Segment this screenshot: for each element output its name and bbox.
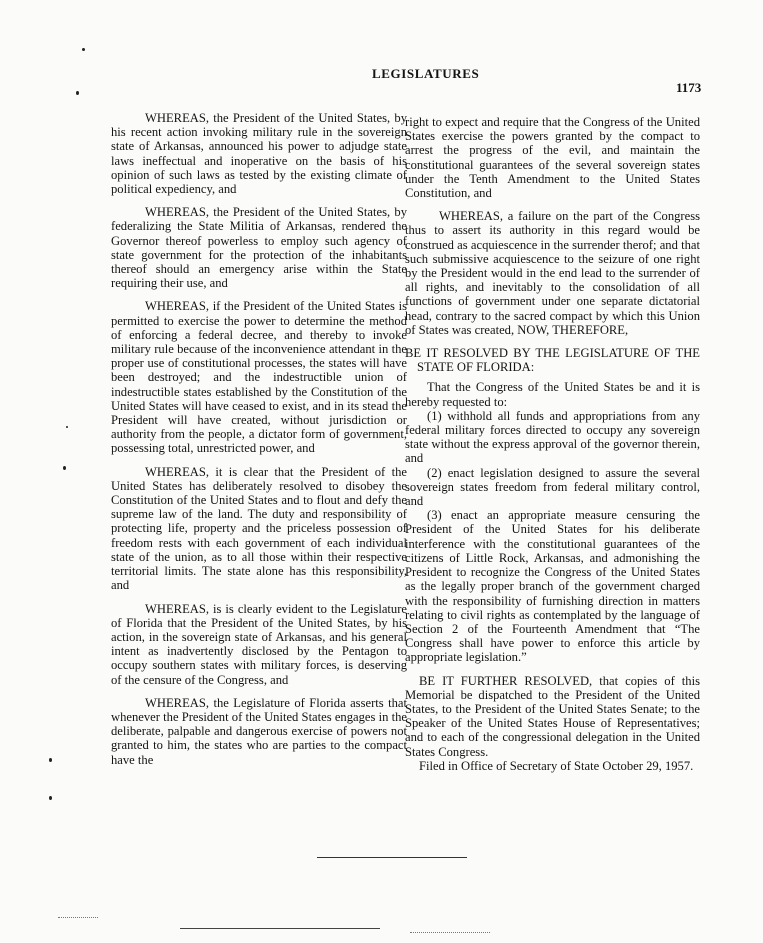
resolution-item: (3) enact an appropriate measure censuring the President of the United States for his deliberate interference with the constitutional guarantees of the citizens of Little Rock, Arkansas, and admonishing the President to recognize the Congress of the United States as the legally proper branch of the government charged with the responsibility of furnishing direction in matters relating to civil rights as contemplated by the language of Section 2 of the Fourteenth Amendment that “The Congress shall have power to enforce this article by appropriate legislation.” (405, 508, 700, 665)
whereas-paragraph: WHEREAS, is is clearly evident to the Legislature of Florida that the President of the United States, by his action, in the sovereign state of Arkansas, and his general intent as inadvertently disclosed by the Pentagon to occupy southern states with military forces, is deserving of the censure of the Congress, and (111, 601, 407, 687)
scan-speck (49, 758, 52, 762)
scan-artifact-line (180, 928, 380, 929)
whereas-paragraph: WHEREAS, a failure on the part of the Congress thus to assert its authority in this regard would be construed as acquiescence in the surrender therof; and that such submissive acquiescence to the seizure of one right by the President would in the end lead to the surrender of all rights, and inevitably to the consolidation of all functions of government under one separate dictatorial head, contrary to the sacred compact by which this Union of States was created, NOW, THEREFORE, (405, 209, 700, 337)
whereas-paragraph: WHEREAS, the President of the United States, by his recent action invoking military rule in the sovereign state of Arkansas, announced his power to adjudge state laws ineffectual and inoperative on the basis of his opinion of such laws as tested by the existing climate of political expediency, and (111, 111, 407, 197)
scan-speck (63, 466, 66, 470)
page-number: 1173 (676, 80, 702, 95)
left-column (111, 111, 407, 776)
right-column (405, 115, 700, 773)
scan-speck (66, 426, 68, 428)
further-resolved-paragraph: BE IT FURTHER RESOLVED, that copies of this Memorial be dispatched to the President of the United States, to the President of the United States Senate; to the Speaker of the United States House of Representatives; and to each of the congressional delegation in the United States Congress. (405, 673, 700, 759)
resolution-item: (2) enact legislation designed to assure the several sovereign states freedom from federal military control, and (405, 465, 700, 509)
resolved-heading: BE IT RESOLVED BY THE LEGISLATURE OF THE STATE OF FLORIDA: (405, 346, 700, 375)
scan-artifact-line (410, 932, 490, 933)
filed-note: Filed in Office of Secretary of State October 29, 1957. (419, 758, 694, 773)
whereas-paragraph: WHEREAS, the Legislature of Florida asserts that whenever the President of the United States engages in the deliberate, palpable and dangerous exercise of powers not granted to him, the states who are parties to the compact have the (111, 695, 407, 767)
scan-speck (82, 48, 85, 51)
whereas-paragraph: WHEREAS, it is clear that the President of the United States has deliberately resolved to disobey the Constitution of the United States and to flout and defy the supreme law of the land. The duty and responsibility of protecting life, property and the priceless possession of freedom rests with each government of each individual state of the union, as to all those within their respective territorial limits. The state alone has this responsibility, and (111, 464, 407, 593)
end-rule (317, 857, 467, 858)
whereas-paragraph: WHEREAS, if the President of the United States is permitted to exercise the power to determine the method of enforcing a federal decree, and thereby to invoke military rule because of the inconvenience attendant in the proper use of constitutional processes, the states will have been destroyed; and the indestructible union of indestructible states established by the Constitution of the United States will have ceased to exist, and in its stead the President will have created, without jurisdiction or authority from the people, a dictator form of government, possessing total, unrestricted power, and (111, 299, 407, 456)
whereas-paragraph: WHEREAS, the President of the United States, by federalizing the State Militia of Arkansas, rendered the Governor thereof powerless to employ such agency of state government for the protection of the inhabitants thereof should an emergency arise within the State requiring their use, and (111, 205, 407, 291)
scan-speck (49, 796, 52, 800)
resolution-item: (1) withhold all funds and appropriations from any federal military forces directed to occupy any sovereign state without the express approval of the governor therein, and (405, 408, 700, 466)
scan-speck (76, 91, 79, 95)
running-header: LEGISLATURES (372, 66, 480, 81)
resolved-lead: That the Congress of the United States be and it is hereby requested to: (405, 380, 700, 409)
continued-paragraph: right to expect and require that the Congress of the United States exercise the powers granted by the compact to arrest the progress of the evil, and maintain the constitutional guarantees of the several sovereign states under the Tenth Amendment to the United States Constitution, and (405, 115, 700, 201)
scan-artifact-line (58, 917, 98, 918)
